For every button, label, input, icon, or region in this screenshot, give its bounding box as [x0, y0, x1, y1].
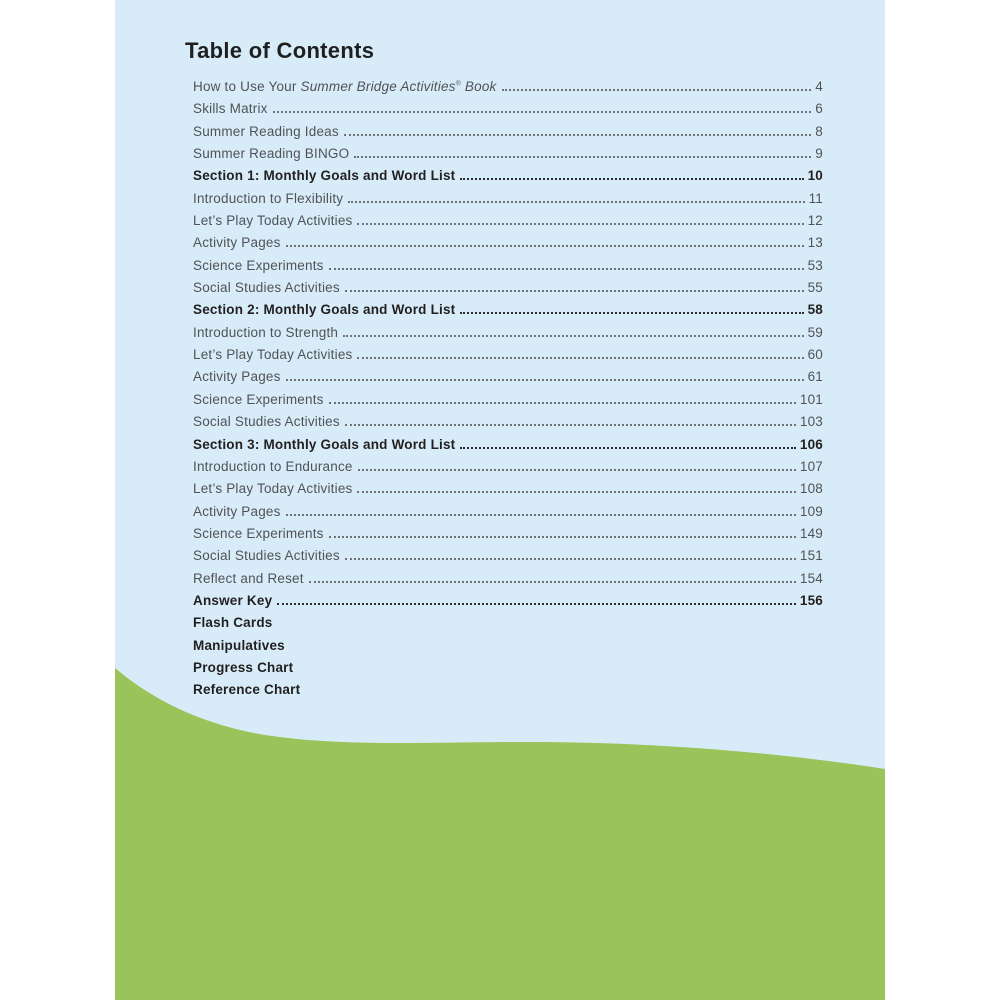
toc-entry-label: Social Studies Activities	[193, 414, 340, 430]
dot-leader	[348, 201, 804, 203]
dot-leader	[273, 111, 812, 113]
toc-page-number: 4	[815, 79, 823, 94]
toc-row	[193, 280, 823, 302]
toc-page-number: 151	[799, 548, 823, 564]
toc-row	[193, 213, 823, 235]
dot-leader	[357, 491, 795, 493]
toc-row	[193, 593, 823, 615]
toc-row	[193, 235, 823, 257]
toc-page-number: 12	[807, 213, 823, 229]
toc-row	[193, 526, 823, 548]
toc-entry-label: Social Studies Activities	[193, 548, 340, 564]
toc-row	[193, 392, 823, 414]
toc-page-number: 61	[807, 369, 823, 385]
dot-leader	[345, 558, 796, 560]
dot-leader	[345, 424, 796, 426]
toc-row	[193, 146, 823, 168]
toc-entry-label: Let’s Play Today Activities	[193, 481, 353, 497]
toc-entry-label: Section 1: Monthly Goals and Word List	[193, 168, 456, 184]
dot-leader	[309, 581, 796, 583]
dot-leader	[357, 357, 803, 359]
toc-row	[193, 548, 823, 570]
toc-page-number: 156	[799, 592, 823, 608]
dot-leader	[460, 178, 803, 180]
toc-page-number: 13	[807, 235, 823, 251]
toc-page-number: 108	[799, 481, 823, 497]
dot-leader	[329, 536, 796, 538]
toc-row	[193, 302, 823, 324]
toc-entry-label: Let’s Play Today Activities	[193, 213, 353, 229]
toc-page-number: 109	[799, 503, 823, 519]
toc-row	[193, 124, 823, 146]
toc-page-number: 149	[799, 525, 823, 541]
toc-row	[193, 414, 823, 436]
toc-entry-label: Activity Pages	[193, 235, 281, 251]
toc-page-number: 60	[807, 347, 823, 363]
toc-page-number: 154	[799, 570, 823, 586]
dot-leader	[460, 312, 803, 314]
toc-label-part: Summer Bridge Activities	[300, 79, 456, 94]
toc-page-number: 6	[815, 101, 823, 117]
toc-row	[193, 459, 823, 481]
toc-row	[193, 638, 823, 660]
toc-entry-label: Let’s Play Today Activities	[193, 347, 353, 363]
toc-entry-label	[193, 79, 497, 94]
toc-entry-label: Science Experiments	[193, 257, 324, 273]
toc-row	[193, 615, 823, 637]
toc-label-part: Book	[460, 79, 497, 94]
toc-row	[193, 191, 823, 213]
table-of-contents-page	[115, 0, 885, 1000]
toc-entry-label: Manipulatives	[193, 637, 285, 653]
toc-row	[193, 347, 823, 369]
toc-entry-label: Introduction to Strength	[193, 324, 339, 340]
toc-page-number: 9	[815, 146, 823, 162]
dot-leader	[343, 335, 803, 337]
toc-row	[193, 437, 823, 459]
dot-leader	[286, 514, 796, 516]
toc-row	[193, 325, 823, 347]
toc-row	[193, 481, 823, 503]
toc-entry-label: Summer Reading BINGO	[193, 146, 350, 162]
toc-page-number: 101	[799, 391, 823, 407]
toc-page-number: 59	[807, 324, 823, 340]
toc-entry-label: Introduction to Flexibility	[193, 190, 344, 206]
dot-leader	[357, 223, 803, 225]
dot-leader	[344, 134, 811, 136]
dot-leader	[329, 402, 796, 404]
toc-row	[193, 258, 823, 280]
toc-page-number: 107	[799, 458, 823, 474]
dot-leader	[345, 290, 804, 292]
toc-entry-label: Social Studies Activities	[193, 280, 340, 296]
toc-entry-label: Summer Reading Ideas	[193, 123, 339, 139]
toc-label-part: How to Use Your	[193, 79, 301, 94]
dot-leader	[502, 89, 812, 91]
toc-entry-label: Science Experiments	[193, 391, 324, 407]
toc-entry-label: Science Experiments	[193, 525, 324, 541]
toc-entry-label: Skills Matrix	[193, 101, 268, 117]
toc-entry-label: Progress Chart	[193, 659, 294, 675]
registered-trademark-symbol: ®	[455, 80, 461, 88]
toc-page-number: 58	[807, 302, 823, 318]
dot-leader	[358, 469, 796, 471]
toc-entry-label: Answer Key	[193, 592, 273, 608]
toc-entry-label: Section 2: Monthly Goals and Word List	[193, 302, 456, 318]
toc-row	[193, 369, 823, 391]
toc-row	[193, 504, 823, 526]
dot-leader	[460, 447, 796, 449]
dot-leader	[277, 603, 796, 605]
toc-entry-label: Reflect and Reset	[193, 570, 304, 586]
toc-row	[193, 571, 823, 593]
dot-leader	[329, 268, 804, 270]
dot-leader	[286, 245, 804, 247]
toc-entry-label: Flash Cards	[193, 615, 273, 631]
toc-entry-label: Section 3: Monthly Goals and Word List	[193, 436, 456, 452]
toc-row	[193, 79, 823, 101]
toc-list	[193, 79, 823, 705]
toc-page-number: 106	[799, 436, 823, 452]
toc-row	[193, 660, 823, 682]
toc-row	[193, 168, 823, 190]
toc-page-number: 55	[807, 280, 823, 296]
toc-page-number: 8	[815, 123, 823, 139]
toc-row	[193, 682, 823, 704]
toc-entry-label: Activity Pages	[193, 369, 281, 385]
page-title: Table of Contents	[185, 38, 375, 63]
toc-entry-label: Introduction to Endurance	[193, 458, 353, 474]
toc-entry-label: Activity Pages	[193, 503, 281, 519]
toc-row	[193, 101, 823, 123]
dot-leader	[286, 379, 804, 381]
dot-leader	[354, 156, 811, 158]
toc-page-number: 11	[808, 190, 823, 206]
toc-entry-label: Reference Chart	[193, 682, 301, 698]
toc-page-number: 53	[807, 257, 823, 273]
toc-page-number: 10	[807, 168, 823, 184]
toc-page-number: 103	[799, 414, 823, 430]
